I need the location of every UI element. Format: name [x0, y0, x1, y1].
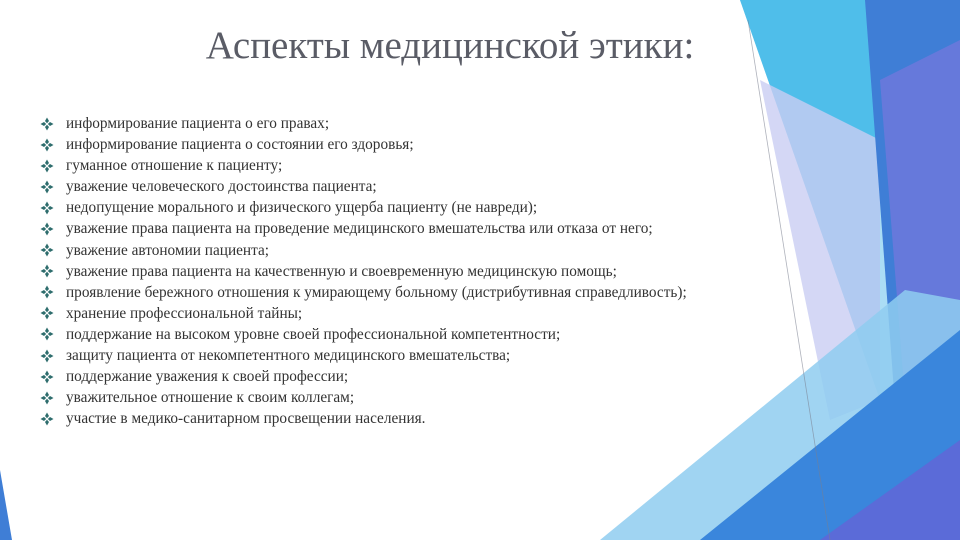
diamond-bullet-icon [40, 285, 54, 299]
diamond-bullet-icon [40, 391, 54, 405]
list-item-text: проявление бережного отношения к умирающему больному (дистрибутивная справедливость); [66, 283, 687, 301]
list-item [40, 197, 820, 218]
diamond-bullet-icon [40, 370, 54, 384]
list-item [40, 408, 820, 429]
list-item [40, 240, 820, 261]
diamond-bullet-icon [40, 264, 54, 278]
diamond-bullet-icon [40, 243, 54, 257]
slide-title: Аспекты медицинской этики: [205, 24, 695, 67]
list-item [40, 303, 820, 324]
list-item-text: уважительное отношение к своим коллегам; [66, 389, 355, 407]
diamond-bullet-icon [40, 306, 54, 320]
list-item-text: поддержание уважения к своей профессии; [66, 368, 349, 386]
list-item-text: хранение профессиональной тайны; [66, 304, 303, 322]
deco-left-edge [0, 470, 12, 540]
list-item [40, 113, 820, 134]
list-item-text: уважение человеческого достоинства пациента; [66, 178, 377, 196]
list-item [40, 134, 820, 155]
list-item [40, 282, 820, 303]
bullet-list [40, 113, 820, 429]
diamond-bullet-icon [40, 349, 54, 363]
list-item-text: участие в медико-санитарном просвещении населения. [66, 410, 426, 428]
diamond-bullet-icon [40, 412, 54, 426]
list-item [40, 261, 820, 282]
list-item-text: недопущение морального и физического ущерба пациенту (не навреди); [66, 199, 538, 217]
diamond-bullet-icon [40, 327, 54, 341]
list-item-text: поддержание на высоком уровне своей профессиональной компетентности; [66, 325, 561, 343]
diamond-bullet-icon [40, 159, 54, 173]
list-item [40, 176, 820, 197]
list-item [40, 324, 820, 345]
diamond-bullet-icon [40, 201, 54, 215]
list-item-text: уважение автономии пациента; [66, 241, 270, 259]
diamond-bullet-icon [40, 222, 54, 236]
list-item-text: уважение права пациента на проведение медицинского вмешательства или отказа от него; [66, 220, 653, 238]
list-item-text: информирование пациента о состоянии его здоровья; [66, 136, 414, 154]
list-item-text: защиту пациента от некомпетентного медицинского вмешательства; [66, 347, 511, 365]
list-item-text: гуманное отношение к пациенту; [66, 157, 283, 175]
list-item [40, 218, 820, 239]
diamond-bullet-icon [40, 117, 54, 131]
list-item [40, 345, 820, 366]
list-item [40, 366, 820, 387]
list-item [40, 387, 820, 408]
list-item-text: информирование пациента о его правах; [66, 115, 330, 132]
list-item [40, 155, 820, 176]
list-item-text: уважение права пациента на качественную и своевременную медицинскую помощь; [66, 262, 617, 280]
diamond-bullet-icon [40, 138, 54, 152]
diamond-bullet-icon [40, 180, 54, 194]
